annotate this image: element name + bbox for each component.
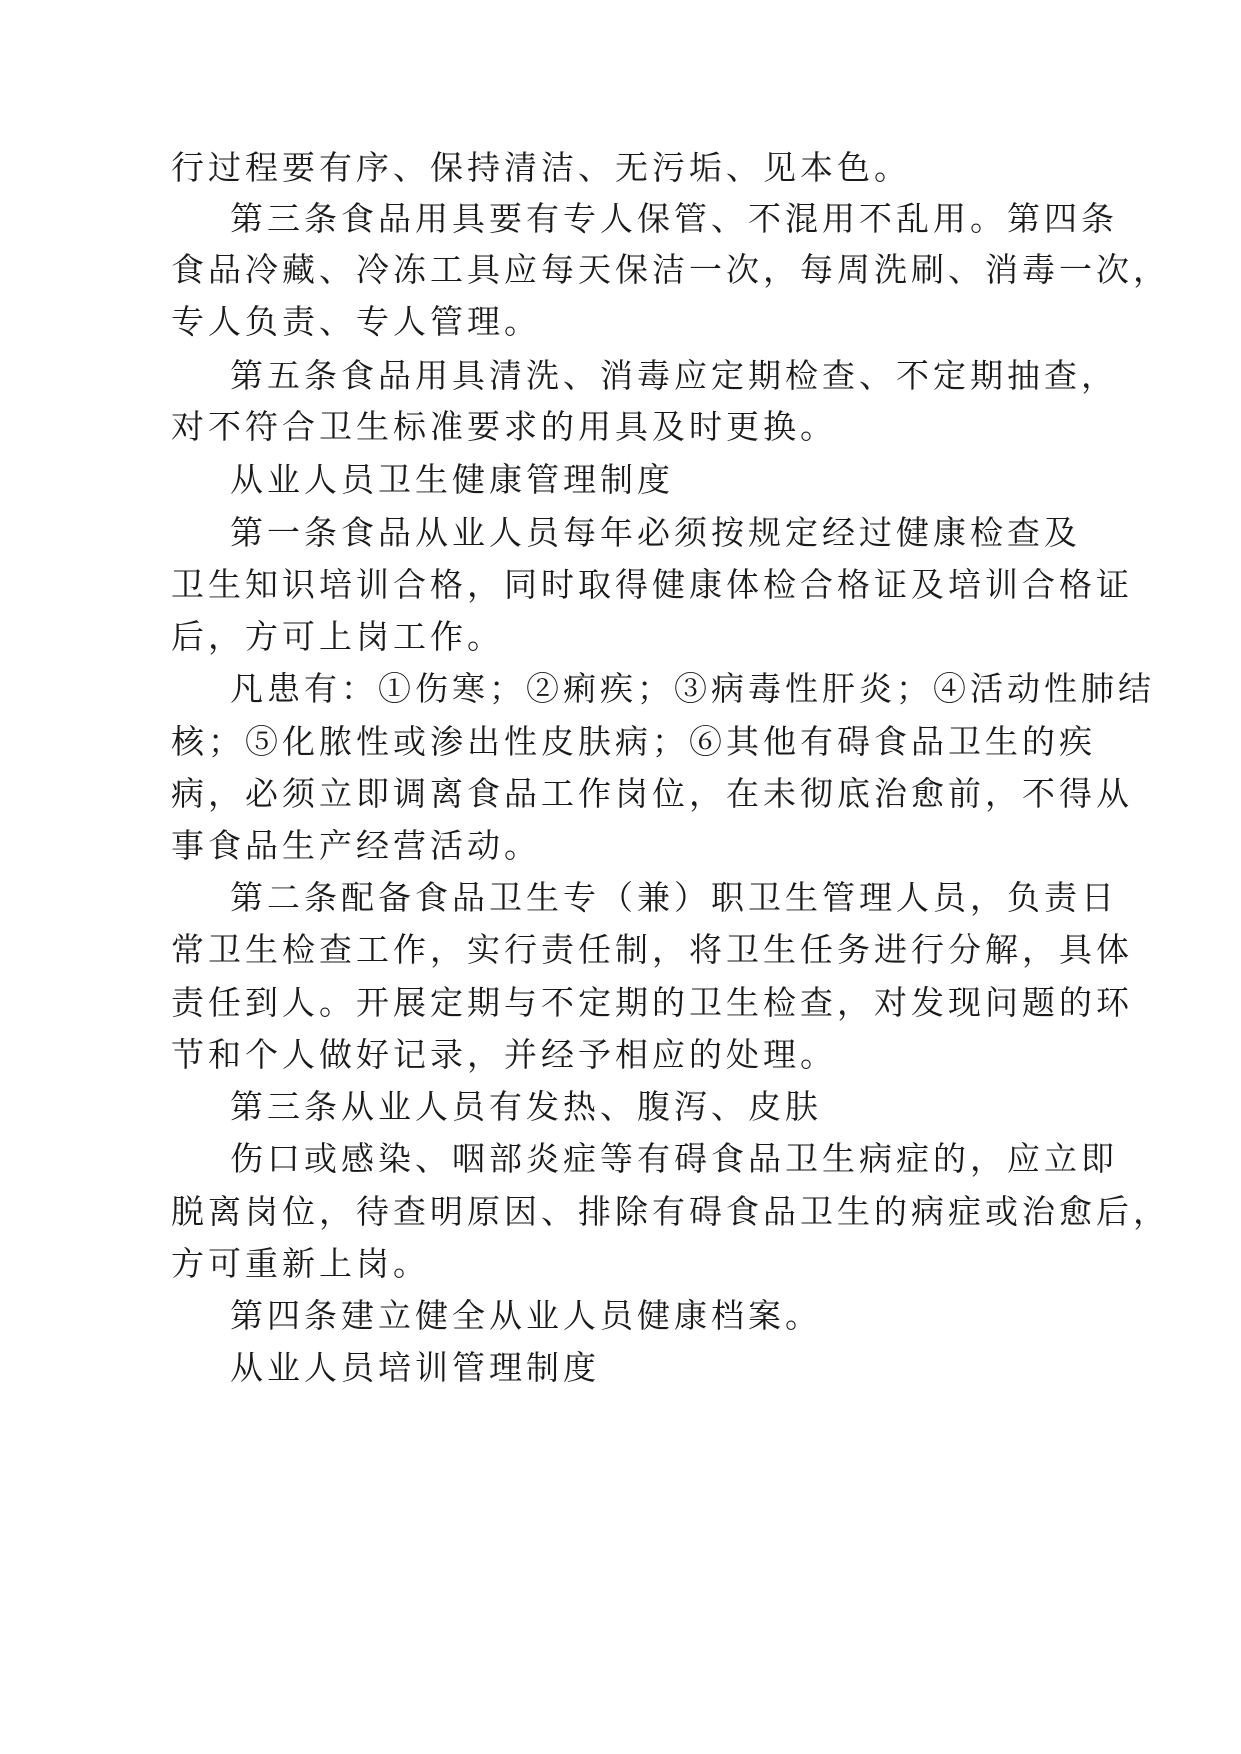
text-line: 第三条从业人员有发热、腹泻、皮肤 xyxy=(230,1087,822,1126)
text-line: 常卫生检查工作，实行责任制，将卫生任务进行分解，具体 xyxy=(171,930,1133,969)
section-heading: 从业人员培训管理制度 xyxy=(230,1348,600,1387)
text-line: 第四条建立健全从业人员健康档案。 xyxy=(230,1296,822,1335)
section-heading: 从业人员卫生健康管理制度 xyxy=(230,460,674,499)
text-line: 卫生知识培训合格，同时取得健康体检合格证及培训合格证 xyxy=(171,565,1133,604)
text-line: 伤口或感染、咽部炎症等有碍食品卫生病症的，应立即 xyxy=(230,1139,1118,1178)
text-line: 核；⑤化脓性或渗出性皮肤病；⑥其他有碍食品卫生的疾 xyxy=(171,722,1096,761)
text-line: 病，必须立即调离食品工作岗位，在未彻底治愈前，不得从 xyxy=(171,774,1133,813)
text-line: 方可重新上岗。 xyxy=(171,1244,430,1283)
text-line: 对不符合卫生标准要求的用具及时更换。 xyxy=(171,407,837,446)
text-line: 节和个人做好记录，并经予相应的处理。 xyxy=(171,1035,837,1074)
text-line: 凡患有：①伤寒；②痢疾；③病毒性肝炎；④活动性肺结 xyxy=(230,669,1155,708)
text-line: 专人负责、专人管理。 xyxy=(171,302,541,341)
text-line: 第五条食品用具清洗、消毒应定期检查、不定期抽查， xyxy=(230,356,1118,395)
text-line: 责任到人。开展定期与不定期的卫生检查，对发现问题的环 xyxy=(171,983,1133,1022)
text-line: 后，方可上岗工作。 xyxy=(171,617,504,656)
text-line: 行过程要有序、保持清洁、无污垢、见本色。 xyxy=(171,148,911,187)
text-line: 脱离岗位，待查明原因、排除有碍食品卫生的病症或治愈后， xyxy=(171,1192,1170,1231)
text-line: 第三条食品用具要有专人保管、不混用不乱用。第四条 xyxy=(230,199,1118,238)
text-line: 第一条食品从业人员每年必须按规定经过健康检查及 xyxy=(230,513,1081,552)
text-line: 第二条配备食品卫生专（兼）职卫生管理人员，负责日 xyxy=(230,878,1118,917)
text-line: 事食品生产经营活动。 xyxy=(171,826,541,865)
text-line: 食品冷藏、冷冻工具应每天保洁一次，每周洗刷、消毒一次， xyxy=(171,250,1170,289)
